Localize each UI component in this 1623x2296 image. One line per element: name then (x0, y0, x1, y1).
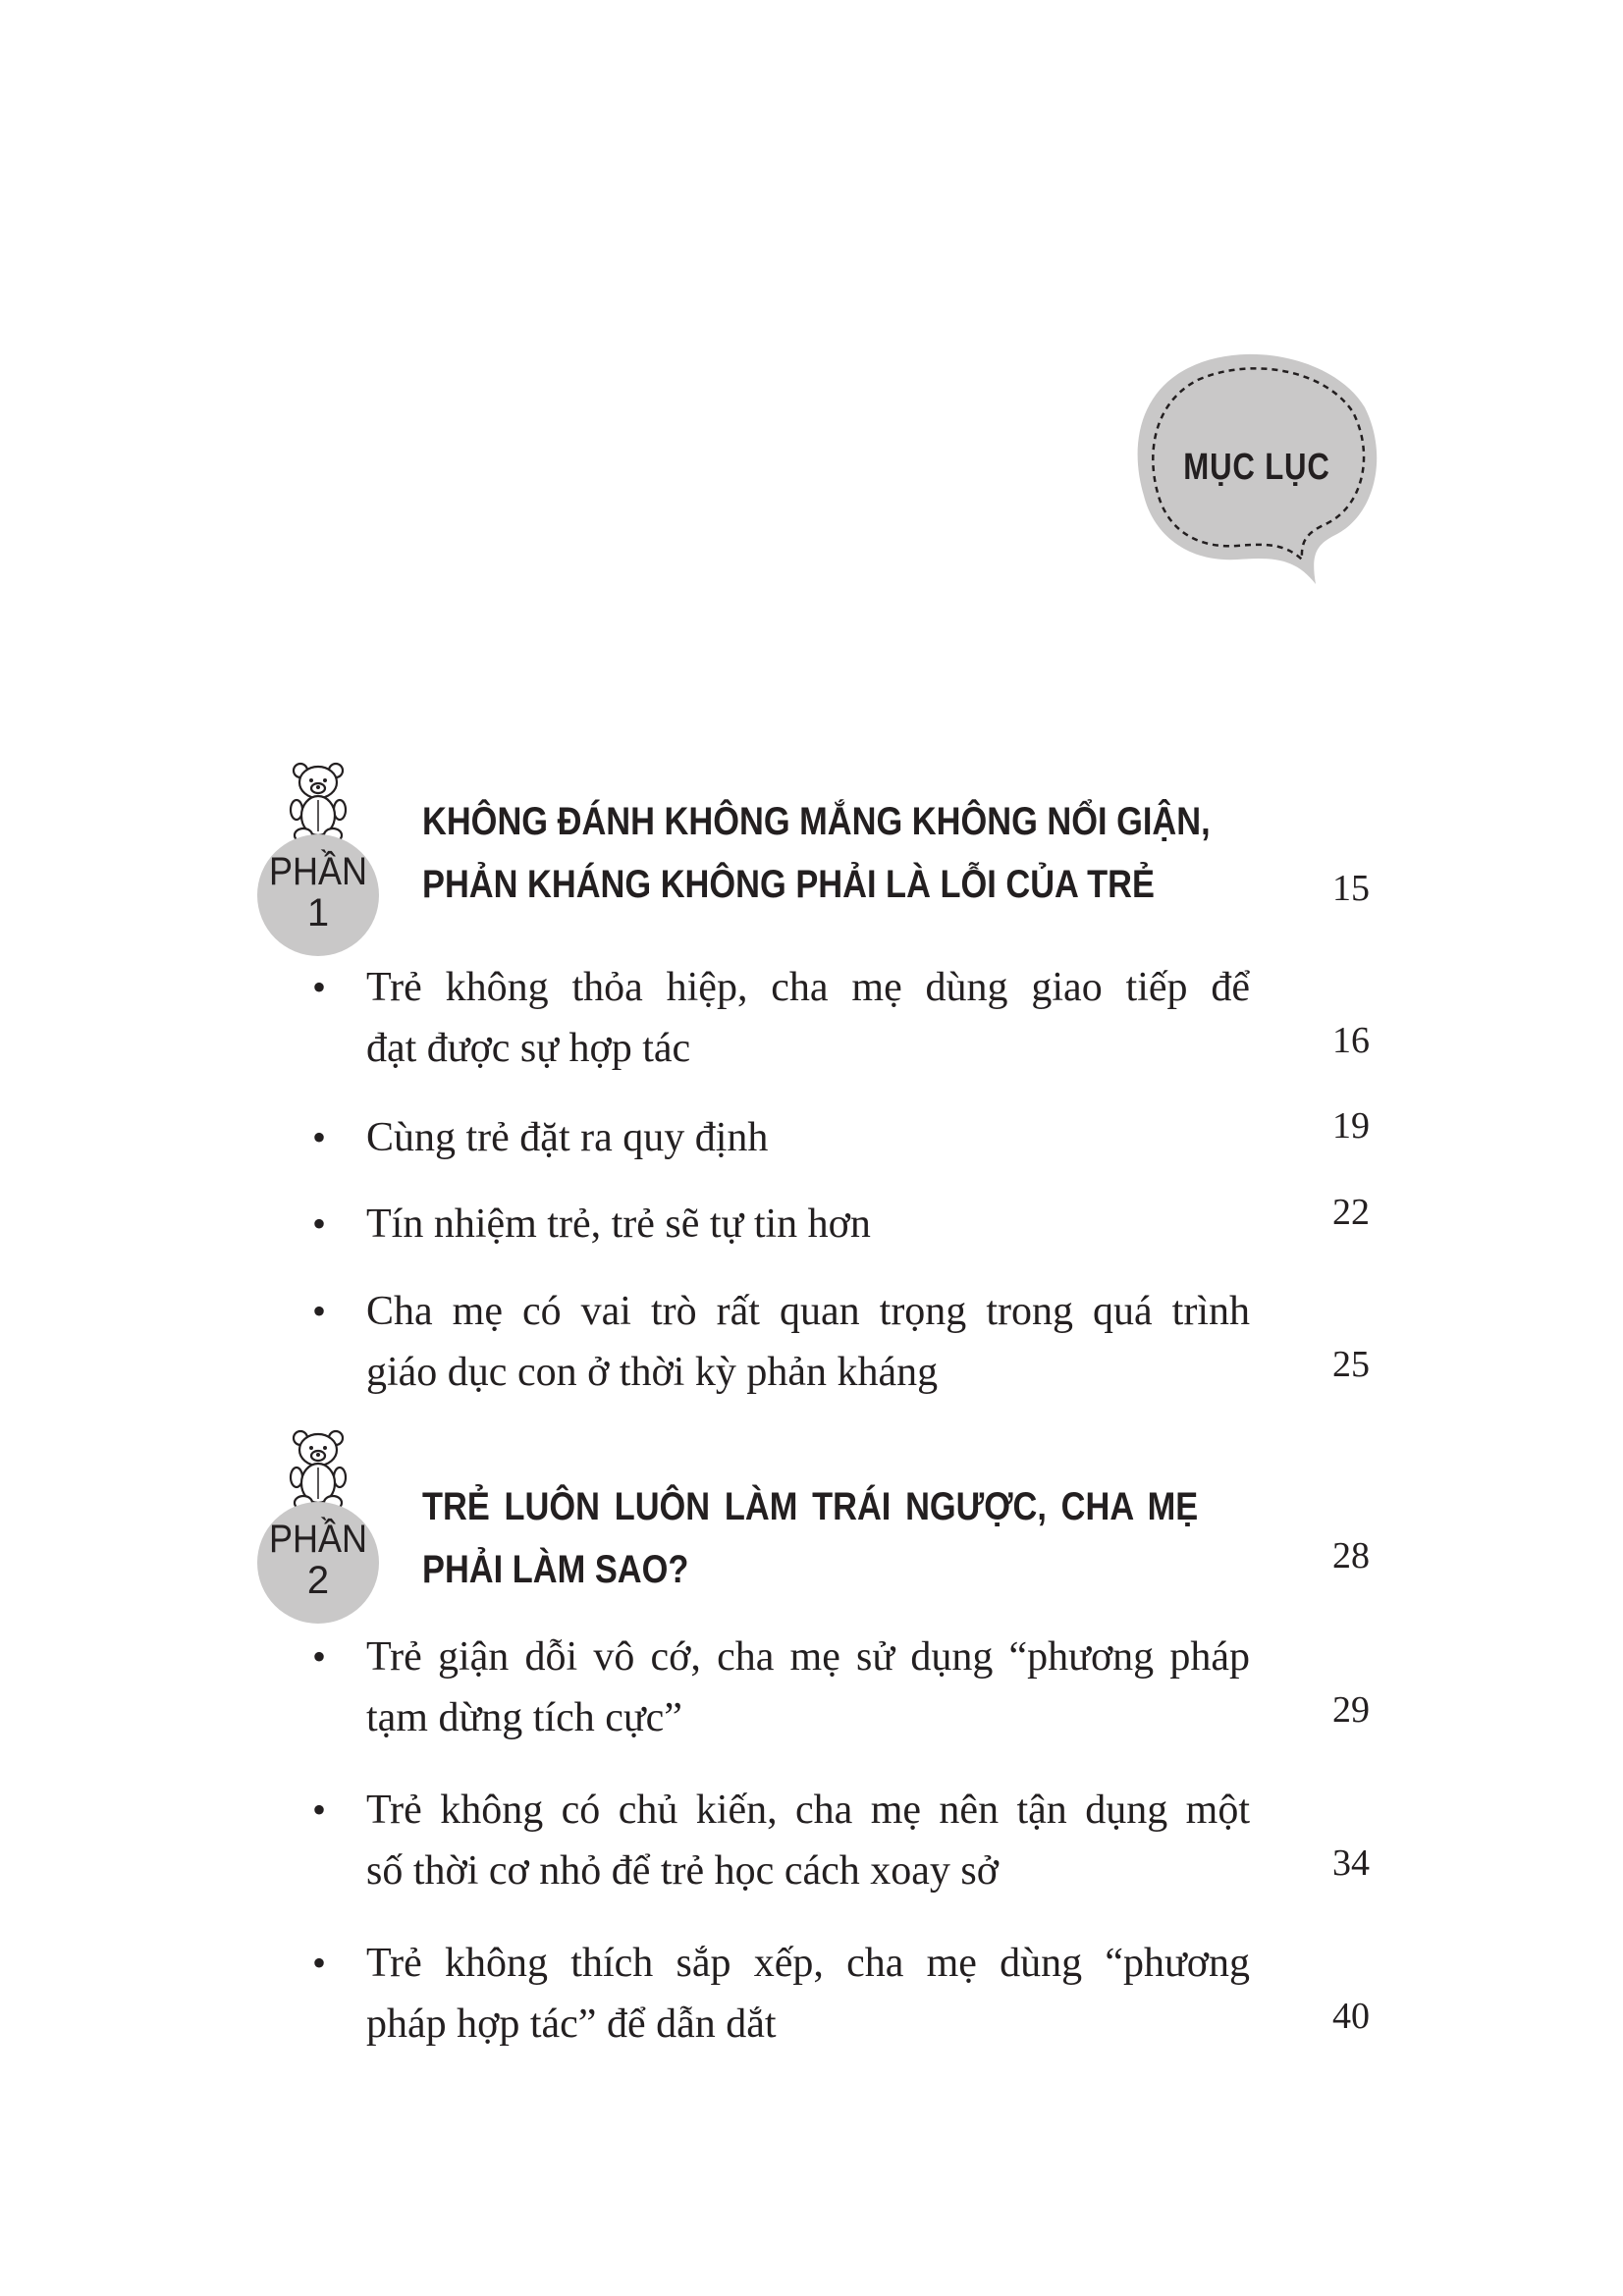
bullet-icon: • (312, 1201, 327, 1246)
entry-line: Tín nhiệm trẻ, trẻ sẽ tự tin hơn (366, 1201, 871, 1247)
teddy-bear-icon (287, 1428, 350, 1511)
part-1-title-line-2: PHẢN KHÁNG KHÔNG PHẢI LÀ LỖI CỦA TRẺ (422, 863, 1155, 906)
teddy-bear-icon (287, 761, 350, 843)
entry-page: 34 (1332, 1842, 1370, 1884)
part-2-title (422, 1475, 1257, 1601)
entry-line: Trẻ không thích sắp xếp, cha mẹ dùng “phương (366, 1941, 1250, 1986)
bullet-icon: • (312, 1788, 327, 1832)
part-2-badge (257, 1428, 385, 1625)
entry-page: 19 (1332, 1105, 1370, 1147)
entry-page: 16 (1332, 1020, 1370, 1061)
entry-page: 29 (1332, 1689, 1370, 1731)
part-1-page: 15 (1332, 868, 1370, 909)
part-2-number: 2 (306, 1559, 330, 1602)
entry-line: Trẻ không thỏa hiệp, cha mẹ dùng giao tiếp để (366, 965, 1250, 1010)
part-2-title-line-2: PHẢI LÀM SAO? (422, 1548, 689, 1591)
bullet-icon: • (312, 1634, 327, 1679)
toc-title: MỤC LỤC (1183, 447, 1330, 488)
part-1-badge (257, 761, 385, 957)
part-1-title (422, 790, 1257, 916)
toc-badge (1129, 348, 1384, 604)
entry-line: Trẻ giận dỗi vô cớ, cha mẹ sử dụng “phương pháp (366, 1634, 1250, 1680)
part-1-number: 1 (306, 891, 330, 934)
entry-line: số thời cơ nhỏ để trẻ học cách xoay sở (366, 1848, 999, 1894)
bullet-icon: • (312, 1289, 327, 1333)
entry-line: Cùng trẻ đặt ra quy định (366, 1115, 769, 1160)
part-2-page: 28 (1332, 1535, 1370, 1576)
entry-line: đạt được sự hợp tác (366, 1026, 691, 1071)
part-2-label: PHẦN (268, 1518, 368, 1561)
part-2-title-line-1: TRẺ LUÔN LUÔN LÀM TRÁI NGƯỢC, CHA MẸ (422, 1485, 1199, 1528)
entry-line: tạm dừng tích cực” (366, 1695, 682, 1740)
entry-line: giáo dục con ở thời kỳ phản kháng (366, 1350, 939, 1395)
entry-page: 22 (1332, 1192, 1370, 1233)
entry-page: 40 (1332, 1996, 1370, 2037)
entry-line: Cha mẹ có vai trò rất quan trọng trong quá trình (366, 1289, 1250, 1334)
part-1-title-line-1: KHÔNG ĐÁNH KHÔNG MẮNG KHÔNG NỔI GIẬN, (422, 800, 1211, 843)
entry-line: Trẻ không có chủ kiến, cha mẹ nên tận dụng một (366, 1788, 1250, 1833)
bullet-icon: • (312, 1941, 327, 1985)
bullet-icon: • (312, 1115, 327, 1159)
entry-page: 25 (1332, 1344, 1370, 1385)
bullet-icon: • (312, 965, 327, 1009)
part-1-label: PHẦN (268, 850, 368, 893)
entry-line: pháp hợp tác” để dẫn dắt (366, 2002, 777, 2047)
